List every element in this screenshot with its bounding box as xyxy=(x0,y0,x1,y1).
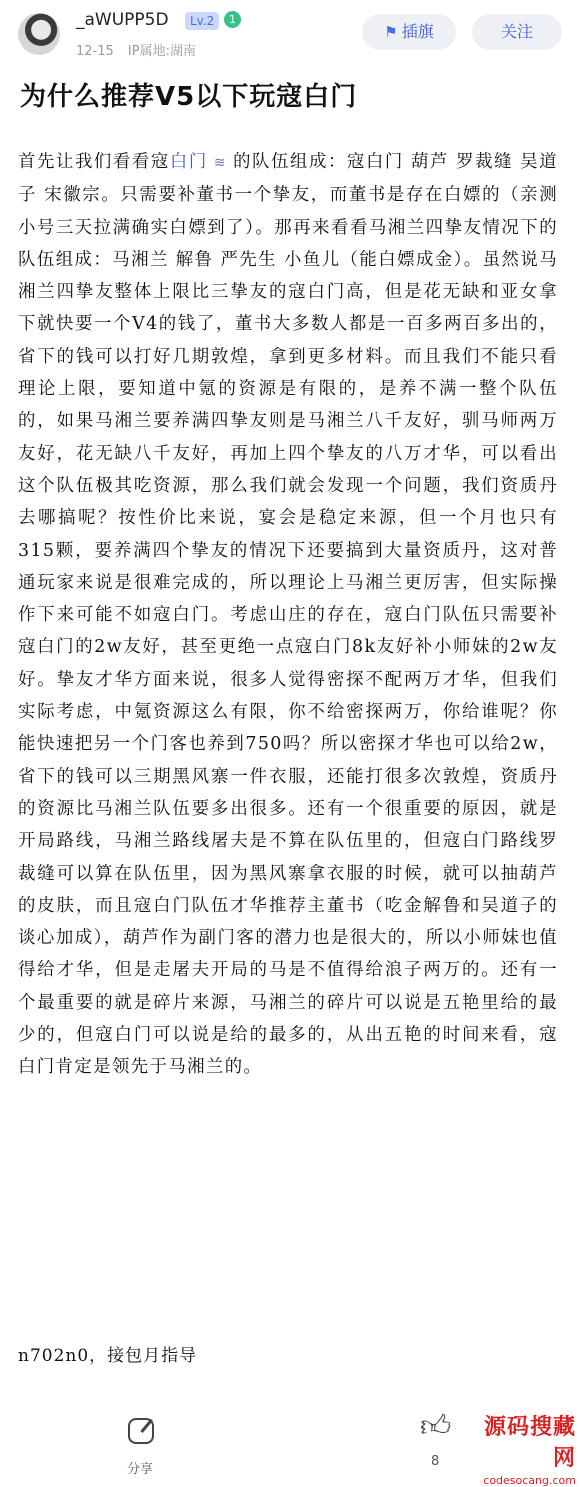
post-paragraph xyxy=(18,146,558,1084)
topic-link[interactable] xyxy=(170,152,233,172)
share-label[interactable]: 分享 xyxy=(127,1462,154,1477)
share-icon[interactable] xyxy=(128,1418,154,1444)
body-segment: 的队伍组成：寇白门 葫芦 罗裁缝 吴道子 宋徽宗。只需要补董书一个挚友，而董书是存在白嫖的（亲测小号三天拉满确实白嫖到了）。那再来看看马湘兰四挚友情况下的队伍组成：马湘兰 解鲁 严先生 小鱼儿（能白嫖成金）。虽然说马湘兰四挚友整体上限比三挚友的寇白门高，但是花无缺和亚女拿下就快要一个V4的钱了，董书大多数人都是一百多两百多出的，省下的钱可以打好几期敦煌，拿到更多材料。而且我们不能只看理论上限，要知道中氪的资源是有限的，是养不满一整个队伍的，如果马湘兰要养满四挚友则是马湘兰八千友好，驯马师两万友好，花无缺八千友好，再加上四个挚友的八万才华，可以看出这个队伍极其吃资源，那么我们就会发现一个问题，我们资质丹去哪搞呢？按性价比来说，宴会是稳定来源，但一个月也只有315颗，要养满四个挚友的情况下还要搞到大量资质丹，这对普通玩家来说是很难完成的，所以理论上马湘兰更厉害，但实际操作下来可能不如寇白门。考虑山庄的存在，寇白门队伍只需要补寇白门的2w友好，甚至更绝一点寇白门8k友好补小师妹的2w友好。挚友才华方面来说，很多人觉得密探不配两万才华，但我们实际考虑，中氪资源这么有限，你不给密探两万，你给谁呢？你能快速把另一个门客也养到750吗？所以密探才华也可以给2w，省下的钱可以三期黑风寨一件衣服，还能打很多次敦煌，资质丹的资源比马湘兰队伍要多出很多。还有一个很重要的原因，就是开局路线，马湘兰路线屠夫是不算在队伍里的，但寇白门路线罗裁缝可以算在队伍里，因为黑风寨拿衣服的时候，就可以抽葫芦的皮肤，而且寇白门队伍才华推荐主董书（吃金解鲁和吴道子的谈心加成），葫芦作为副门客的潜力也是很大的，所以小师妹也值得给才华，但是走屠夫开局的马是不值得给浪子两万的。还有一个最重要的就是碎片来源，马湘兰的碎片可以说是五艳里给的最少的，但寇白门可以说是给的最多的，从出五艳的时间来看，寇白门肯定是领先于马湘兰的。 xyxy=(18,152,558,1078)
post-meta xyxy=(76,40,206,59)
post-title: 为什么推荐V5以下玩寇白门 xyxy=(20,82,358,112)
flag-icon: ⚑ xyxy=(384,23,398,41)
like-count: 8 xyxy=(431,1454,440,1469)
level-badge: Lv.2 xyxy=(185,12,219,30)
achievement-badge-icon: 1 xyxy=(224,11,241,28)
watermark-text: 源码搜藏网 xyxy=(483,1415,576,1471)
post-body xyxy=(18,146,558,1084)
post-header xyxy=(0,0,580,70)
watermark xyxy=(470,1410,576,1487)
post-note: n702n0，接包月指导 xyxy=(18,1346,198,1366)
layers-icon: ≋ xyxy=(207,155,234,171)
ip-location: IP属地:湖南 xyxy=(127,44,196,59)
author-name[interactable]: _aWUPP5D xyxy=(76,10,169,30)
flag-label: 插旗 xyxy=(401,22,434,41)
topic-link-text: 白门 xyxy=(169,152,208,172)
watermark-url: codesocang.com xyxy=(483,1474,576,1487)
thumbs-up-icon[interactable]: 👍︎ xyxy=(420,1409,452,1444)
post-date: 12-15 xyxy=(76,44,114,59)
follow-button[interactable]: 关注 xyxy=(472,14,562,50)
avatar[interactable] xyxy=(18,13,60,55)
flag-button[interactable] xyxy=(362,14,456,50)
body-segment: 首先让我们看看寇 xyxy=(18,152,170,172)
